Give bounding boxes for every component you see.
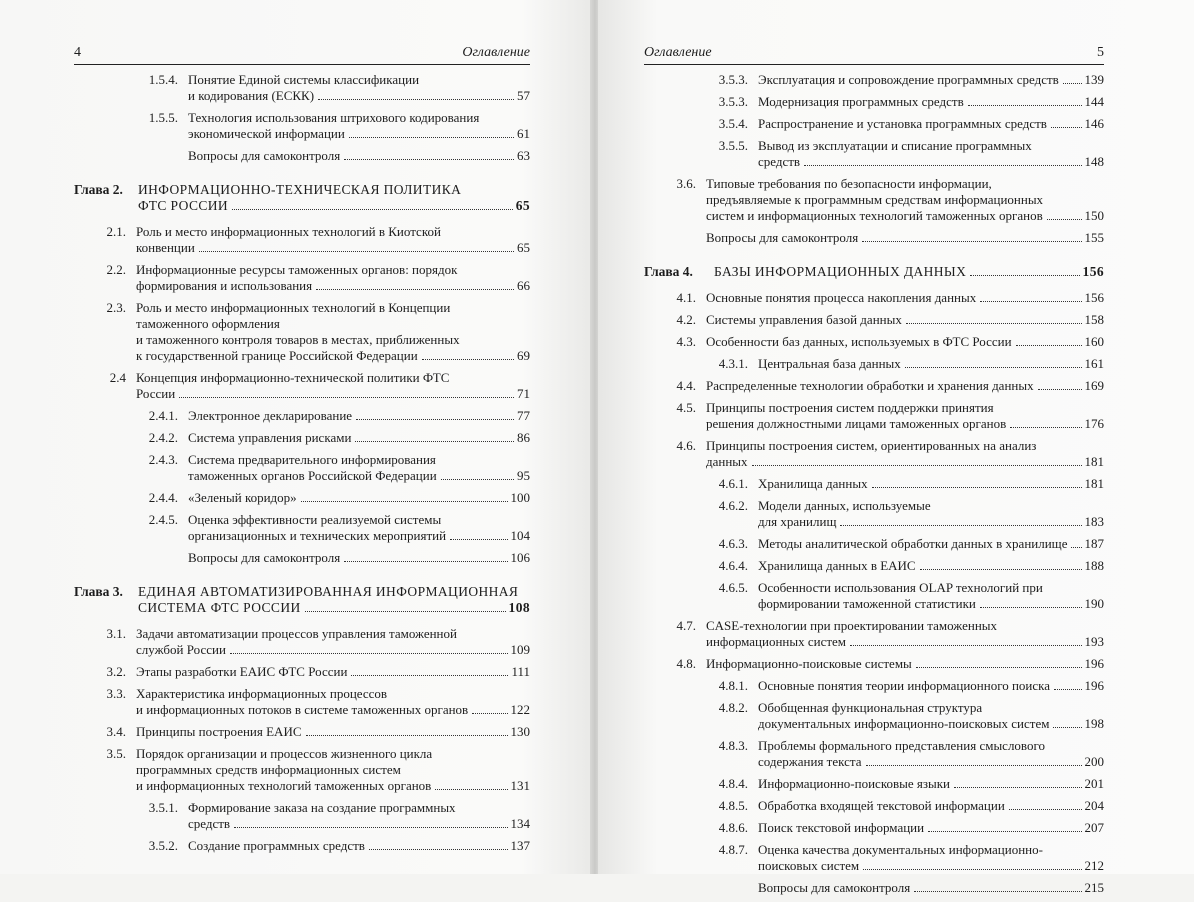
entry-title-line: Модернизация программных средств (758, 94, 964, 109)
entry-page-number: 188 (1084, 558, 1104, 573)
dot-leader (866, 765, 1082, 766)
dot-leader (306, 735, 508, 736)
entry-title-line: для хранилищ (758, 514, 837, 529)
entry-page-number: 108 (508, 600, 530, 615)
entry-number: 4.1. (676, 290, 696, 305)
entry-page-number: 137 (510, 838, 530, 853)
entry-page-number: 204 (1084, 798, 1104, 813)
toc-entry (644, 580, 1104, 612)
left-page (0, 0, 592, 874)
entry-title-line: Типовые требования по безопасности информации, (706, 176, 992, 191)
toc-entry (74, 746, 530, 794)
toc-entry (644, 400, 1104, 432)
entry-number: 4.6.4. (718, 558, 748, 573)
entry-title-line: Порядок организации и процессов жизненного цикла (136, 746, 433, 761)
entry-page-number: 196 (1084, 656, 1104, 671)
entry-number: 3.6. (676, 176, 696, 191)
dot-leader (920, 569, 1082, 570)
dot-leader (344, 561, 507, 562)
dot-leader (450, 539, 507, 540)
entry-title-line: формировании таможенной статистики (758, 596, 976, 611)
dot-leader (351, 675, 508, 676)
entry-title-line: Вопросы для самоконтроля (188, 148, 341, 163)
toc-entry (644, 72, 1104, 88)
toc-entry (644, 290, 1104, 306)
entry-page-number: 57 (517, 88, 530, 103)
entry-number: 2.4.2. (148, 430, 178, 445)
dot-leader (804, 165, 1081, 166)
entry-title-line: Информационно-поисковые языки (758, 776, 950, 791)
toc-entry (74, 550, 530, 566)
dot-leader (355, 441, 514, 442)
dot-leader (441, 479, 514, 480)
entry-title-line: Модели данных, используемые (758, 498, 931, 513)
toc-entry (644, 618, 1104, 650)
toc-entry (644, 94, 1104, 110)
entry-page-number: 148 (1084, 154, 1104, 169)
dot-leader (968, 105, 1082, 106)
dot-leader (914, 891, 1081, 892)
dot-leader (230, 653, 508, 654)
entry-page-number: 139 (1084, 72, 1104, 87)
dot-leader (1009, 809, 1082, 810)
entry-number: 1.5.5. (148, 110, 178, 125)
entry-page-number: 150 (1084, 208, 1104, 223)
dot-leader (234, 827, 507, 828)
entry-page-number: 104 (510, 528, 530, 543)
page-number: 4 (74, 45, 81, 60)
entry-title-line: программных средств информационных систем (136, 762, 401, 777)
dot-leader (356, 419, 514, 420)
toc-entry (644, 656, 1104, 672)
entry-number: 4.7. (676, 618, 696, 633)
entry-page-number: 160 (1084, 334, 1104, 349)
dot-leader (316, 289, 514, 290)
entry-page-number: 161 (1084, 356, 1104, 371)
entry-number: 3.4. (106, 724, 126, 739)
toc-entry (644, 438, 1104, 470)
entry-number: 4.8. (676, 656, 696, 671)
entry-title-line: Характеристика информационных процессов (136, 686, 388, 701)
dot-leader (305, 611, 506, 612)
toc-entry (644, 738, 1104, 770)
entry-page-number: 201 (1084, 776, 1104, 791)
entry-title-line: Оценка эффективности реализуемой системы (188, 512, 442, 527)
toc-entry (644, 536, 1104, 552)
toc-entry (644, 138, 1104, 170)
entry-page-number: 109 (510, 642, 530, 657)
entry-page-number: 169 (1084, 378, 1104, 393)
entry-title-line: Роль и место информационных технологий в Киотской (136, 224, 441, 239)
toc-entry (74, 686, 530, 718)
dot-leader (349, 137, 514, 138)
toc-entry (644, 558, 1104, 574)
entry-number: Глава 3. (74, 584, 123, 599)
entry-title-line: Методы аналитической обработки данных в хранилище (758, 536, 1068, 551)
entry-number: 4.8.6. (718, 820, 748, 835)
entry-page-number: 63 (517, 148, 530, 163)
entry-number: 2.4.3. (148, 452, 178, 467)
dot-leader (199, 251, 514, 252)
entry-page-number: 61 (517, 126, 530, 141)
entry-page-number: 181 (1084, 454, 1104, 469)
entry-title-line: Проблемы формального представления смыслового (758, 738, 1045, 753)
entry-page-number: 144 (1084, 94, 1104, 109)
entry-page-number: 134 (510, 816, 530, 831)
dot-leader (472, 713, 507, 714)
dot-leader (1054, 689, 1081, 690)
entry-title-line: Этапы разработки ЕАИС ФТС России (136, 664, 348, 679)
toc-entry (74, 300, 530, 364)
entry-title-line: Вопросы для самоконтроля (188, 550, 341, 565)
entry-title-line: Создание программных средств (188, 838, 365, 853)
page-number: 5 (1097, 45, 1104, 60)
dot-leader (1010, 427, 1081, 428)
entry-number: 2.4.4. (148, 490, 178, 505)
entry-title-line: Задачи автоматизации процессов управления таможенной (136, 626, 457, 641)
dot-leader (232, 209, 513, 210)
toc-entry (74, 430, 530, 446)
entry-number: 4.8.2. (718, 700, 748, 715)
entry-title-line: Основные понятия процесса накопления данных (706, 290, 977, 305)
entry-number: 3.5.1. (148, 800, 178, 815)
entry-page-number: 181 (1084, 476, 1104, 491)
entry-title-line: и информационных потоков в системе таможенных органов (136, 702, 469, 717)
toc-entry (644, 476, 1104, 492)
entry-title-line: таможенного оформления (136, 316, 280, 331)
dot-leader (369, 849, 508, 850)
entry-number: 1.5.4. (148, 72, 178, 87)
entry-title-line: Основные понятия теории информационного поиска (758, 678, 1051, 693)
right-page (598, 0, 1194, 895)
entry-title-line: Эксплуатация и сопровождение программных средств (758, 72, 1059, 87)
entry-number: 3.5.2. (148, 838, 178, 853)
entry-title-line: Распределенные технологии обработки и хранения данных (706, 378, 1034, 393)
entry-number: 4.6.2. (718, 498, 748, 513)
entry-number: 2.2. (106, 262, 126, 277)
toc-entry (644, 678, 1104, 694)
toc-entry (644, 356, 1104, 372)
toc-entry (74, 512, 530, 544)
entry-number: 2.1. (106, 224, 126, 239)
entry-title-line: Хранилища данных (758, 476, 868, 491)
entry-page-number: 66 (517, 278, 530, 293)
entry-number: 4.6.3. (718, 536, 748, 551)
toc-entry (74, 148, 530, 164)
dot-leader (318, 99, 514, 100)
entry-number: 4.8.1. (718, 678, 748, 693)
toc-entry (644, 116, 1104, 132)
toc-entry (644, 334, 1104, 350)
dot-leader (980, 607, 1082, 608)
entry-page-number: 212 (1084, 858, 1104, 873)
entry-title-line: ФТС РОССИИ (138, 198, 229, 213)
entry-title-line: решения должностными лицами таможенных органов (706, 416, 1007, 431)
toc-entry (74, 262, 530, 294)
entry-page-number: 183 (1084, 514, 1104, 529)
entry-number: 2.4.1. (148, 408, 178, 423)
entry-title-line: Центральная база данных (758, 356, 901, 371)
toc-entry (644, 820, 1104, 836)
entry-page-number: 193 (1084, 634, 1104, 649)
entry-title-line: конвенции (136, 240, 195, 255)
entry-number: Глава 2. (74, 182, 123, 197)
entry-title-line: систем и информационных технологий таможенных органов (706, 208, 1043, 223)
toc-entry (74, 664, 530, 680)
entry-title-line: формирования и использования (136, 278, 313, 293)
entry-number: 4.6. (676, 438, 696, 453)
entry-title-line: Принципы построения ЕАИС (136, 724, 302, 739)
entry-number: 3.5. (106, 746, 126, 761)
dot-leader (862, 241, 1081, 242)
table-of-contents (74, 72, 530, 860)
entry-title-line: Система предварительного информирования (188, 452, 436, 467)
dot-leader (954, 787, 1082, 788)
dot-leader (1051, 127, 1082, 128)
entry-page-number: 95 (517, 468, 530, 483)
dot-leader (916, 667, 1082, 668)
entry-page-number: 190 (1084, 596, 1104, 611)
entry-number: 3.5.3. (718, 72, 748, 87)
dot-leader (344, 159, 514, 160)
entry-title-line: ИНФОРМАЦИОННО-ТЕХНИЧЕСКАЯ ПОЛИТИКА (138, 182, 462, 197)
entry-title-line: предъявляемые к программным средствам информационных (706, 192, 1044, 207)
entry-number: 2.4 (109, 370, 126, 385)
toc-entry (644, 312, 1104, 328)
table-of-contents (644, 72, 1104, 902)
entry-title-line: Особенности баз данных, используемых в ФТС России (706, 334, 1012, 349)
dot-leader (1063, 83, 1082, 84)
entry-page-number: 86 (517, 430, 530, 445)
entry-title-line: Системы управления базой данных (706, 312, 902, 327)
entry-page-number: 155 (1084, 230, 1104, 245)
dot-leader (422, 359, 514, 360)
entry-number: 3.5.3. (718, 94, 748, 109)
entry-number: 2.4.5. (148, 512, 178, 527)
entry-number: Глава 4. (644, 264, 693, 279)
toc-entry (74, 724, 530, 740)
entry-title-line: Понятие Единой системы классификации (188, 72, 420, 87)
entry-title-line: Роль и место информационных технологий в Концепции (136, 300, 451, 315)
entry-title-line: Информационные ресурсы таможенных органов: порядок (136, 262, 458, 277)
entry-number: 4.3.1. (718, 356, 748, 371)
entry-number: 4.6.5. (718, 580, 748, 595)
entry-page-number: 156 (1084, 290, 1104, 305)
toc-entry (74, 182, 530, 214)
entry-title-line: средств (758, 154, 801, 169)
entry-title-line: Особенности использования OLAP технологий при (758, 580, 1043, 595)
toc-entry (74, 490, 530, 506)
dot-leader (970, 275, 1079, 276)
entry-title-line: службой России (136, 642, 226, 657)
entry-title-line: «Зеленый коридор» (188, 490, 297, 505)
entry-title-line: данных (706, 454, 748, 469)
dot-leader (840, 525, 1081, 526)
entry-page-number: 200 (1084, 754, 1104, 769)
dot-leader (906, 323, 1082, 324)
entry-page-number: 122 (510, 702, 530, 717)
entry-title-line: Информационно-поисковые системы (706, 656, 912, 671)
dot-leader (980, 301, 1081, 302)
entry-title-line: Поиск текстовой информации (758, 820, 925, 835)
entry-title-line: СИСТЕМА ФТС РОССИИ (138, 600, 301, 615)
entry-title-line: Хранилища данных в ЕАИС (758, 558, 916, 573)
entry-page-number: 131 (510, 778, 530, 793)
entry-title-line: организационных и технических мероприятий (188, 528, 447, 543)
entry-page-number: 100 (510, 490, 530, 505)
toc-entry (74, 72, 530, 104)
dot-leader (1016, 345, 1082, 346)
entry-number: 4.8.3. (718, 738, 748, 753)
toc-entry (644, 230, 1104, 246)
toc-entry (644, 776, 1104, 792)
entry-page-number: 65 (517, 240, 530, 255)
entry-number: 3.5.4. (718, 116, 748, 131)
entry-title-line: Обобщенная функциональная структура (758, 700, 983, 715)
toc-entry (644, 842, 1104, 874)
entry-title-line: Вопросы для самоконтроля (758, 880, 911, 895)
entry-title-line: Электронное декларирование (188, 408, 353, 423)
entry-title-line: ЕДИНАЯ АВТОМАТИЗИРОВАННАЯ ИНФОРМАЦИОННАЯ (138, 584, 519, 599)
toc-entry (644, 176, 1104, 224)
entry-number: 4.2. (676, 312, 696, 327)
entry-page-number: 130 (510, 724, 530, 739)
page-header (644, 42, 1104, 65)
dot-leader (1047, 219, 1082, 220)
dot-leader (179, 397, 514, 398)
entry-title-line: средств (188, 816, 231, 831)
entry-number: 2.3. (106, 300, 126, 315)
entry-number: 3.2. (106, 664, 126, 679)
entry-page-number: 158 (1084, 312, 1104, 327)
dot-leader (1071, 547, 1081, 548)
entry-page-number: 146 (1084, 116, 1104, 131)
entry-number: 3.5.5. (718, 138, 748, 153)
entry-number: 4.3. (676, 334, 696, 349)
toc-entry (74, 224, 530, 256)
toc-entry (644, 378, 1104, 394)
entry-title-line: России (136, 386, 176, 401)
toc-entry (644, 880, 1104, 896)
entry-title-line: документальных информационно-поисковых систем (758, 716, 1050, 731)
entry-title-line: БАЗЫ ИНФОРМАЦИОННЫХ ДАННЫХ (714, 264, 967, 279)
entry-title-line: и кодирования (ЕСКК) (188, 88, 315, 103)
dot-leader (850, 645, 1081, 646)
dot-leader (905, 367, 1082, 368)
entry-page-number: 176 (1084, 416, 1104, 431)
toc-entry (74, 800, 530, 832)
entry-page-number: 207 (1084, 820, 1104, 835)
entry-number: 4.6.1. (718, 476, 748, 491)
entry-title-line: Оценка качества документальных информационно- (758, 842, 1043, 857)
entry-title-line: Вывод из эксплуатации и списание программных (758, 138, 1032, 153)
entry-title-line: CASE-технологии при проектировании таможенных (706, 618, 998, 633)
entry-title-line: и таможенного контроля товаров в местах, приближенных (136, 332, 460, 347)
entry-page-number: 215 (1084, 880, 1104, 895)
dot-leader (863, 869, 1081, 870)
dot-leader (301, 501, 508, 502)
entry-title-line: содержания текста (758, 754, 862, 769)
entry-number: 4.8.4. (718, 776, 748, 791)
page-header (74, 42, 530, 65)
dot-leader (752, 465, 1082, 466)
entry-page-number: 71 (517, 386, 530, 401)
entry-title-line: поисковых систем (758, 858, 860, 873)
entry-title-line: Концепция информационно-технической политики ФТС (136, 370, 450, 385)
toc-entry (74, 452, 530, 484)
entry-page-number: 198 (1084, 716, 1104, 731)
toc-entry (74, 626, 530, 658)
entry-title-line: Система управления рисками (188, 430, 352, 445)
dot-leader (1038, 389, 1082, 390)
entry-number: 4.5. (676, 400, 696, 415)
dot-leader (928, 831, 1081, 832)
running-title: Оглавление (644, 45, 712, 60)
toc-entry (74, 584, 530, 616)
entry-title-line: информационных систем (706, 634, 847, 649)
entry-number: 4.8.7. (718, 842, 748, 857)
toc-entry (74, 110, 530, 142)
entry-number: 4.8.5. (718, 798, 748, 813)
entry-title-line: Технология использования штрихового кодирования (188, 110, 480, 125)
entry-title-line: Принципы построения систем поддержки принятия (706, 400, 994, 415)
toc-entry (644, 798, 1104, 814)
entry-title-line: Принципы построения систем, ориентированных на анализ (706, 438, 1037, 453)
entry-title-line: Вопросы для самоконтроля (706, 230, 859, 245)
entry-title-line: к государственной границе Российской Федерации (136, 348, 418, 363)
dot-leader (435, 789, 507, 790)
toc-entry (644, 700, 1104, 732)
entry-number: 3.3. (106, 686, 126, 701)
entry-title-line: Распространение и установка программных средств (758, 116, 1047, 131)
entry-title-line: таможенных органов Российской Федерации (188, 468, 437, 483)
toc-entry (644, 264, 1104, 280)
toc-entry (74, 408, 530, 424)
entry-title-line: Обработка входящей текстовой информации (758, 798, 1005, 813)
dot-leader (1053, 727, 1081, 728)
entry-title-line: Формирование заказа на создание программных (188, 800, 456, 815)
entry-page-number: 106 (510, 550, 530, 565)
entry-page-number: 77 (517, 408, 530, 423)
toc-entry (644, 498, 1104, 530)
entry-page-number: 111 (511, 664, 530, 679)
toc-entry (74, 370, 530, 402)
entry-page-number: 187 (1084, 536, 1104, 551)
dot-leader (872, 487, 1082, 488)
entry-title-line: и информационных технологий таможенных органов (136, 778, 432, 793)
entry-page-number: 156 (1082, 264, 1104, 279)
running-title: Оглавление (462, 45, 530, 60)
toc-entry (74, 838, 530, 854)
entry-page-number: 196 (1084, 678, 1104, 693)
entry-title-line: экономической информации (188, 126, 345, 141)
entry-page-number: 65 (515, 198, 530, 213)
entry-page-number: 69 (517, 348, 530, 363)
entry-number: 4.4. (676, 378, 696, 393)
entry-number: 3.1. (106, 626, 126, 641)
